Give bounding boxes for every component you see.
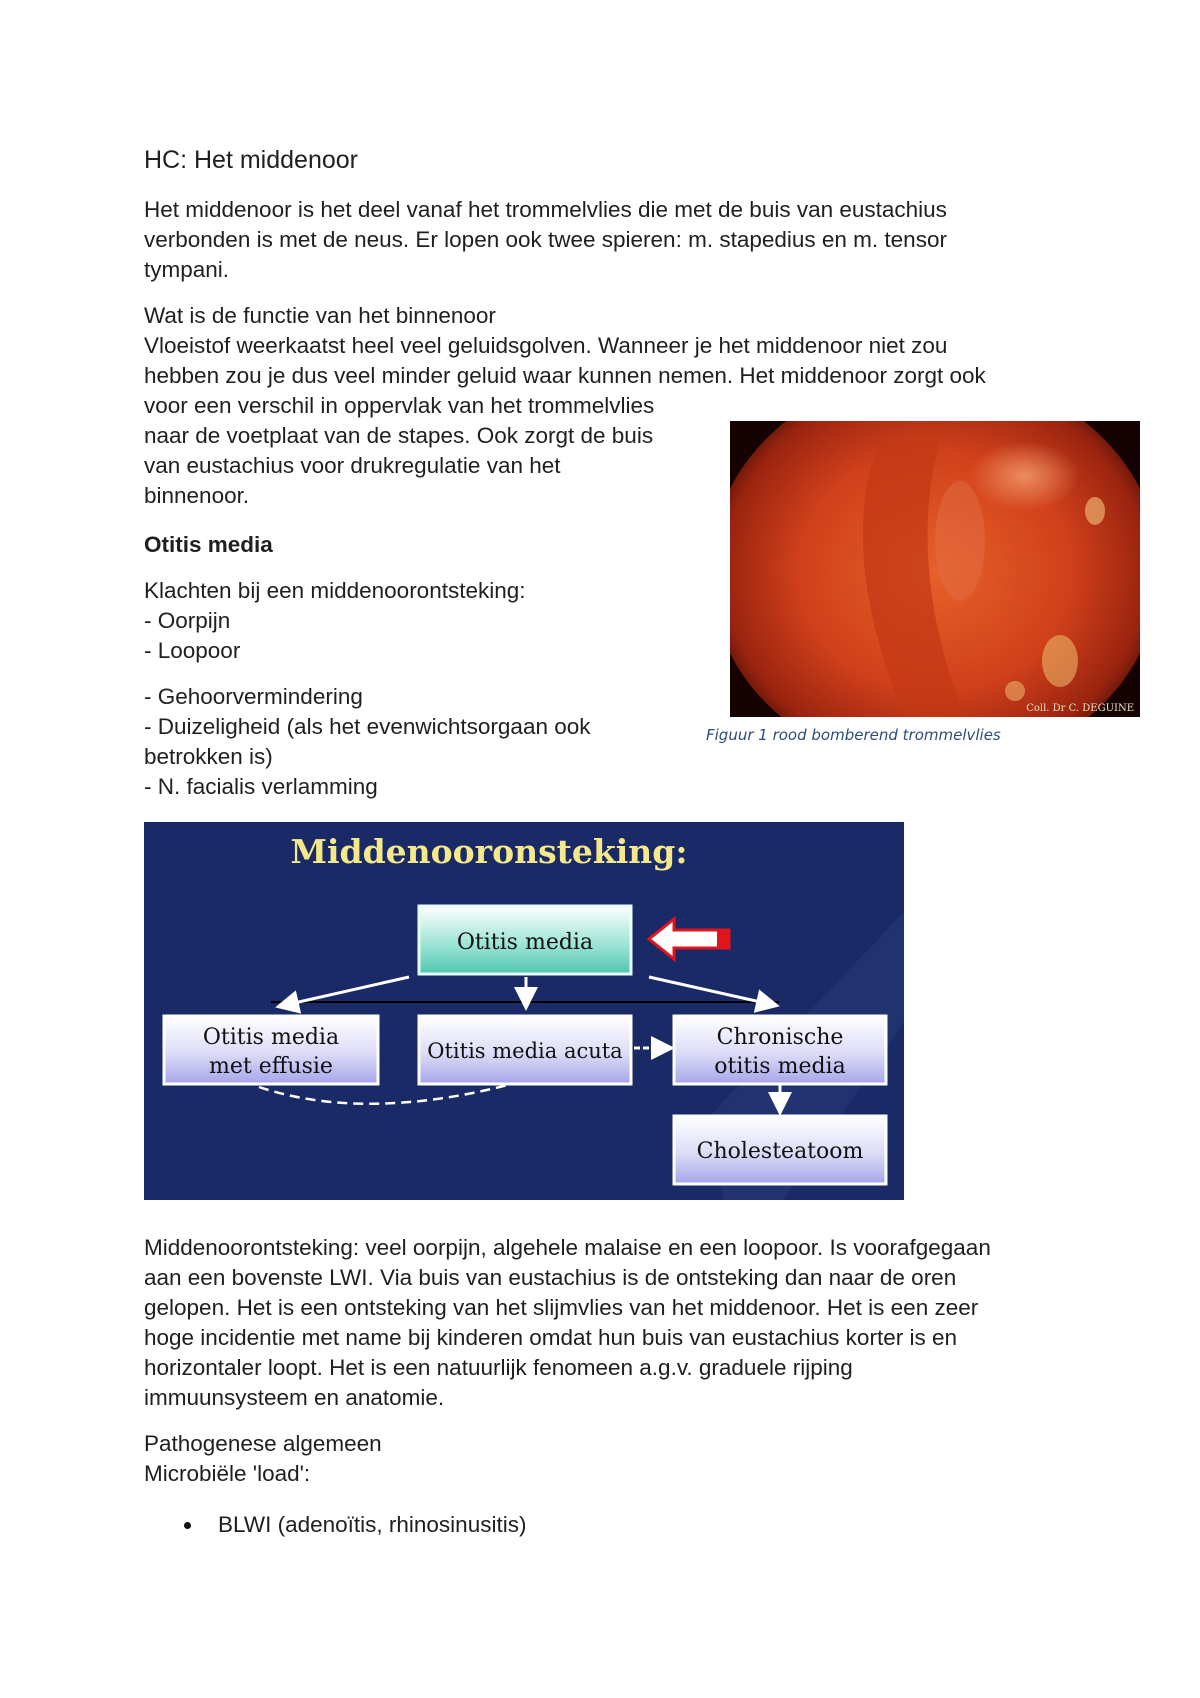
photo-watermark: Coll. Dr C. DEGUINE <box>1026 703 1134 714</box>
intro-line: verbonden is met de neus. Er lopen ook twee spieren: m. stapedius en m. tensor <box>144 227 947 252</box>
function-line: naar de voetplaat van de stapes. Ook zorgt de buis <box>144 423 654 448</box>
bullet-icon <box>184 1522 191 1529</box>
complaint-item: - N. facialis verlamming <box>144 774 378 799</box>
page-title: HC: Het middenoor <box>144 146 358 174</box>
complaint-item: - Loopoor <box>144 638 241 663</box>
eardrum-photo <box>730 421 1140 717</box>
node-effusie-label-line2: met effusie <box>209 1054 333 1079</box>
function-line: van eustachius voor drukregulatie van het <box>144 453 561 478</box>
pathogenesis-heading: Pathogenese algemeen <box>144 1431 382 1456</box>
otitis-media-diagram <box>144 822 904 1200</box>
description-line: immuunsysteem en anatomie. <box>144 1385 445 1410</box>
function-line: hebben zou je dus veel minder geluid waar kunnen nemen. Het middenoor zorgt ook <box>144 363 986 388</box>
list-item-text: BLWI (adenoïtis, rhinosinusitis) <box>218 1512 527 1537</box>
description-line: hoge incidentie met name bij kinderen omdat hun buis van eustachius korter is en <box>144 1325 957 1350</box>
intro-line: tympani. <box>144 257 230 282</box>
node-chronisch-label-line1: Chronische <box>716 1025 844 1050</box>
complaint-item: - Oorpijn <box>144 608 231 633</box>
complaints-intro: Klachten bij een middenoorontsteking: <box>144 578 526 603</box>
node-acuta-label: Otitis media acuta <box>427 1039 623 1063</box>
node-otitis-media-label: Otitis media <box>456 930 594 955</box>
figure-caption: Figuur 1 rood bomberend trommelvlies <box>706 726 1001 744</box>
list-item <box>144 1510 526 1540</box>
complaint-item: - Gehoorvermindering <box>144 684 363 709</box>
function-line: binnenoor. <box>144 483 250 508</box>
description-line: horizontaler loopt. Het is een natuurlijk fenomeen a.g.v. graduele rijping <box>144 1355 853 1380</box>
node-effusie-label-line1: Otitis media <box>202 1025 340 1050</box>
intro-line: Het middenoor is het deel vanaf het trommelvlies die met de buis van eustachius <box>144 197 947 222</box>
description-line: Middenoorontsteking: veel oorpijn, algehele malaise en een loopoor. Is voorafgegaan <box>144 1235 991 1260</box>
section-heading: Otitis media <box>144 532 273 557</box>
diagram-title: Middenooronsteking: <box>290 832 688 871</box>
description-line: gelopen. Het is een ontsteking van het slijmvlies van het middenoor. Het is een zeer <box>144 1295 979 1320</box>
bullet-list <box>144 1510 526 1540</box>
function-question: Wat is de functie van het binnenoor <box>144 303 496 328</box>
node-cholesteatoom-label: Cholesteatoom <box>696 1139 864 1164</box>
pathogenesis-line: Microbiële 'load': <box>144 1461 311 1486</box>
complaint-item-continued: betrokken is) <box>144 744 273 769</box>
function-line: Vloeistof weerkaatst heel veel geluidsgolven. Wanneer je het middenoor niet zou <box>144 333 948 358</box>
description-line: aan een bovenste LWI. Via buis van eustachius is de ontsteking dan naar de oren <box>144 1265 957 1290</box>
eardrum-image <box>730 421 1140 717</box>
complaint-item: - Duizeligheid (als het evenwichtsorgaan ook <box>144 714 591 739</box>
node-chronisch-label-line2: otitis media <box>714 1054 846 1079</box>
function-line: voor een verschil in oppervlak van het trommelvlies <box>144 393 655 418</box>
